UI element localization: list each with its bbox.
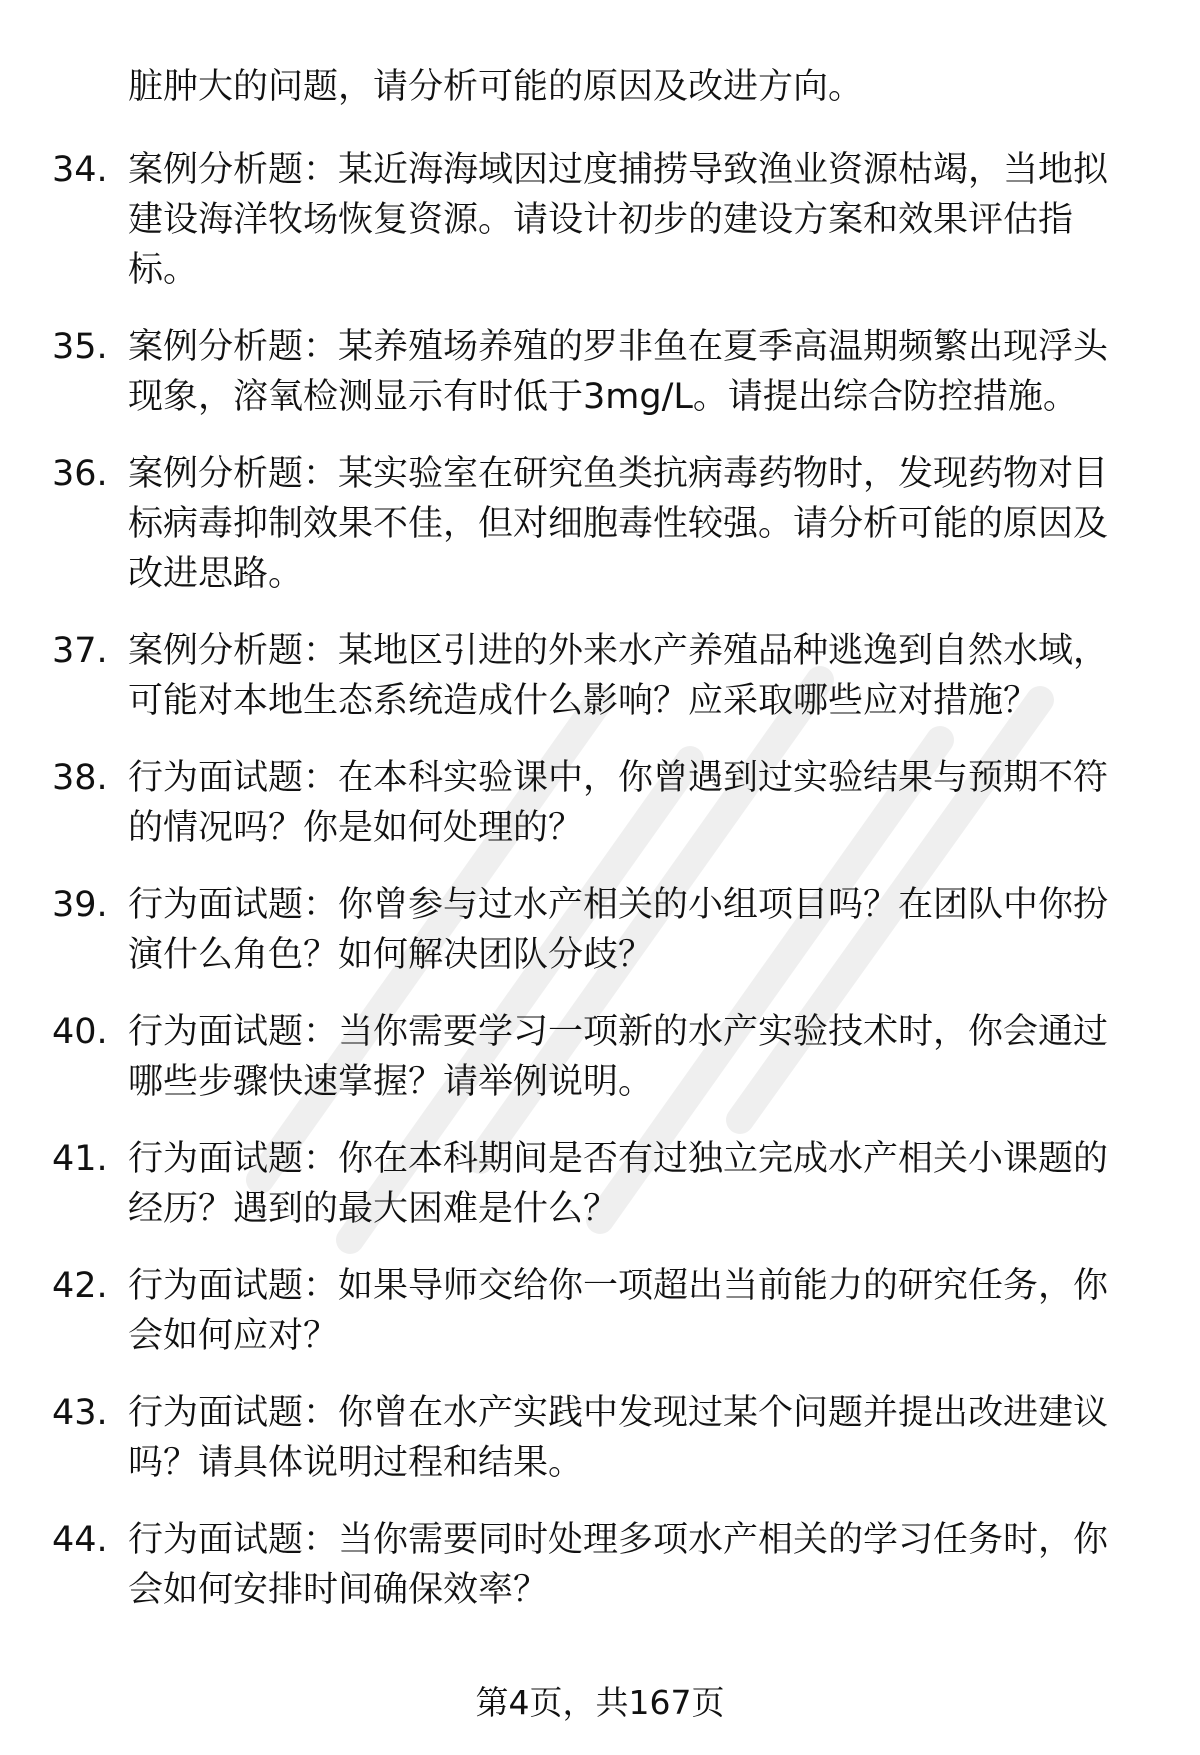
question-text: 案例分析题：某近海海域因过度捕捞导致渔业资源枯竭，当地拟建设海洋牧场恢复资源。请设计初步的建设方案和效果评估指标。	[128, 150, 1109, 290]
question-text: 行为面试题：如果导师交给你一项超出当前能力的研究任务，你会如何应对？	[128, 1266, 1109, 1356]
question-list	[0, 145, 1200, 1642]
question-item	[0, 322, 1200, 422]
question-text: 行为面试题：当你需要同时处理多项水产相关的学习任务时，你会如何安排时间确保效率？	[128, 1520, 1109, 1610]
question-item	[0, 449, 1200, 599]
question-number: 36.	[52, 454, 108, 494]
question-item	[0, 1388, 1200, 1488]
question-item	[0, 145, 1200, 295]
question-text: 行为面试题：你在本科期间是否有过独立完成水产相关小课题的经历？遇到的最大困难是什么？	[128, 1139, 1109, 1229]
question-number: 42.	[52, 1266, 108, 1306]
question-number: 38.	[52, 758, 108, 798]
question-item	[0, 880, 1200, 980]
question-text: 行为面试题：你曾在水产实践中发现过某个问题并提出改进建议吗？请具体说明过程和结果。	[128, 1393, 1109, 1483]
question-number: 35.	[52, 327, 108, 367]
question-text: 案例分析题：某实验室在研究鱼类抗病毒药物时，发现药物对目标病毒抑制效果不佳，但对细胞毒性较强。请分析可能的原因及改进思路。	[128, 454, 1109, 594]
question-item	[0, 1007, 1200, 1107]
question-number: 40.	[52, 1012, 108, 1052]
question-item	[0, 626, 1200, 726]
question-text: 行为面试题：你曾参与过水产相关的小组项目吗？在团队中你扮演什么角色？如何解决团队分歧？	[128, 885, 1109, 975]
question-text: 行为面试题：在本科实验课中，你曾遇到过实验结果与预期不符的情况吗？你是如何处理的？	[128, 758, 1109, 848]
page-footer: 第4页，共167页	[475, 1683, 725, 1722]
continuation-text: 脏肿大的问题，请分析可能的原因及改进方向。	[128, 67, 864, 107]
question-number: 37.	[52, 631, 108, 671]
question-number: 43.	[52, 1393, 108, 1433]
question-text: 案例分析题：某地区引进的外来水产养殖品种逃逸到自然水域，可能对本地生态系统造成什么影响？应采取哪些应对措施？	[128, 631, 1109, 721]
question-number: 39.	[52, 885, 108, 925]
question-item	[0, 1134, 1200, 1234]
question-text: 行为面试题：当你需要学习一项新的水产实验技术时，你会通过哪些步骤快速掌握？请举例说明。	[128, 1012, 1109, 1102]
question-text: 案例分析题：某养殖场养殖的罗非鱼在夏季高温期频繁出现浮头现象，溶氧检测显示有时低于3mg/L。请提出综合防控措施。	[128, 327, 1109, 417]
question-number: 41.	[52, 1139, 108, 1179]
question-item	[0, 753, 1200, 853]
question-number: 44.	[52, 1520, 108, 1560]
question-item	[0, 1261, 1200, 1361]
question-item	[0, 1515, 1200, 1615]
question-number: 34.	[52, 150, 108, 190]
